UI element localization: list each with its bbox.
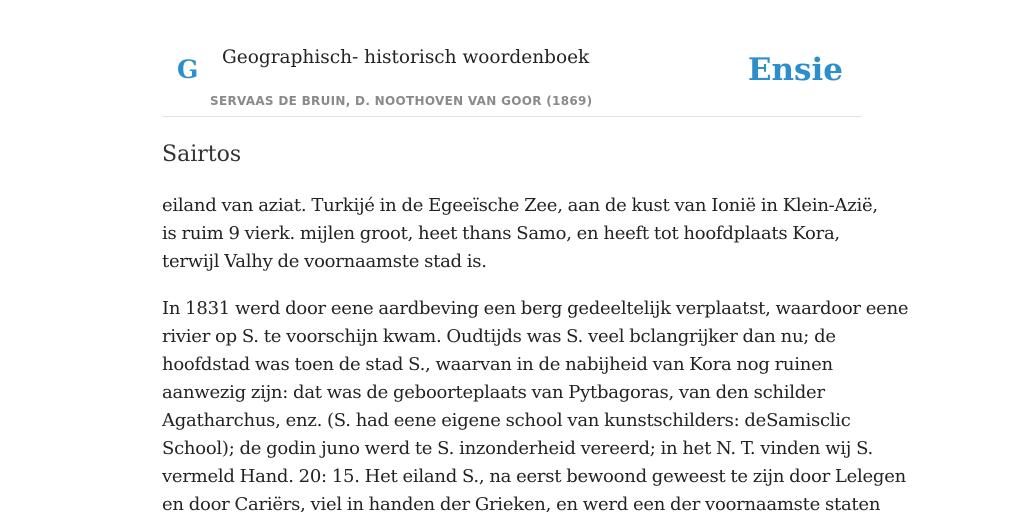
- paragraph-line: aanwezig zijn: dat was de geboorteplaats van Pytbagoras, van den schilder: [162, 382, 825, 403]
- paragraph-line: vermeld Hand. 20: 15. Het eiland S., na eerst bewoond geweest te zijn door Lelegen: [162, 466, 906, 487]
- paragraph-line: is ruim 9 vierk. mijlen groot, heet thans Samo, en heeft tot hoofdplaats Kora,: [162, 223, 840, 244]
- entry-body: [162, 192, 909, 512]
- paragraph-line: en door Cariërs, viel in handen der Grieken, en werd een der voornaamste staten: [162, 494, 881, 512]
- paragraph-line: In 1831 werd door eene aardbeving een berg gedeeltelijk verplaatst, waardoor eene: [162, 298, 909, 319]
- dictionary-authors: SERVAAS DE BRUIN, D. NOOTHOVEN VAN GOOR (1869): [210, 94, 593, 108]
- paragraph-line: School); de godin juno werd te S. inzonderheid vereerd; in het N. T. vinden wij S.: [162, 438, 874, 459]
- entry-paragraph: [162, 192, 878, 276]
- dictionary-title-link[interactable]: Geographisch- historisch woordenboek: [222, 47, 590, 68]
- entry-paragraph: [162, 295, 909, 512]
- paragraph-line: rivier op S. te voorschijn kwam. Oudtijds was S. veel bclangrijker dan nu; de: [162, 326, 836, 347]
- entry-title: Sairtos: [162, 142, 242, 167]
- ensie-brand-logo[interactable]: Ensie: [747, 52, 843, 88]
- dictionary-header: [162, 0, 862, 117]
- dictionary-logo-icon[interactable]: G: [177, 55, 199, 84]
- paragraph-line: Agatharchus, enz. (S. had eene eigene school van kunstschilders: deSamisclic: [162, 410, 851, 431]
- paragraph-line: hoofdstad was toen de stad S., waarvan in de nabijheid van Kora nog ruinen: [162, 354, 833, 375]
- paragraph-line: eiland van aziat. Turkijé in de Egeeïsche Zee, aan de kust van Ionië in Klein-Azië,: [162, 195, 878, 216]
- paragraph-line: terwijl Valhy de voornaamste stad is.: [162, 251, 487, 272]
